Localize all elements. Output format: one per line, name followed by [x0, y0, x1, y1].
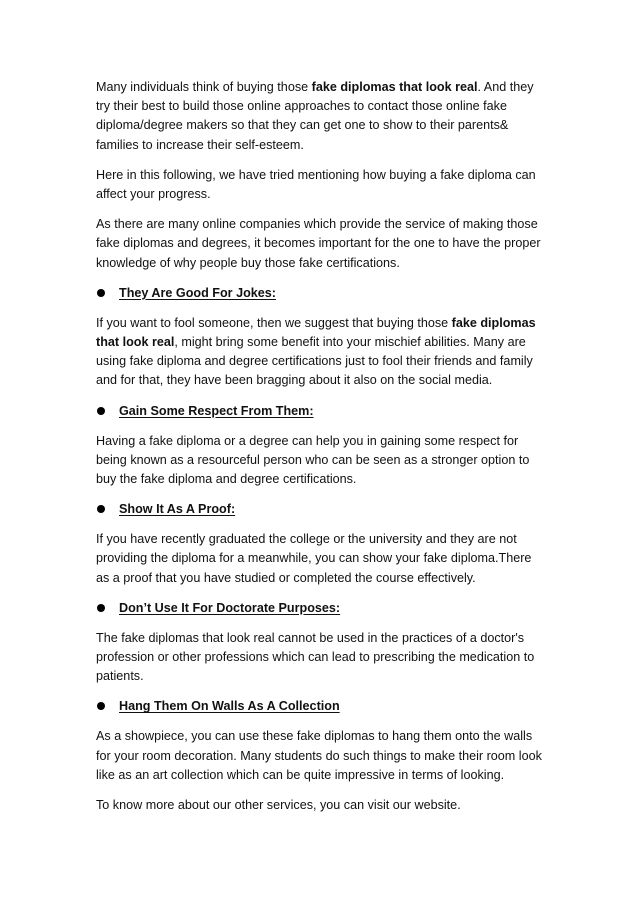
section-1-bold-phrase: fake diplomas that look real — [96, 315, 536, 350]
closing-paragraph: To know more about our other services, you can visit our website. — [96, 798, 461, 813]
section-heading-row-2 — [96, 402, 544, 420]
section-body-5: As a showpiece, you can use these fake diplomas to hang them onto the walls for your room decoration. Many students do such things to make their room look like as an art collection which can be quite impressive in terms of looking. — [96, 729, 542, 782]
bullet-icon — [97, 604, 105, 612]
intro-paragraph-2: Here in this following, we have tried mentioning how buying a fake diploma can affect your progress. — [96, 167, 536, 202]
intro-paragraph-3: As there are many online companies which provide the service of making those fake diplomas and degrees, it becomes important for the one to have the proper knowledge of why people buy those fake certifications. — [96, 217, 541, 270]
section-heading-row-1 — [96, 284, 544, 302]
intro-p1-text-end: . And they try their best to build those online approaches to contact those online fake diploma/degree makers so that they can get one to show to their parents& families to increase their self-esteem. — [96, 80, 534, 152]
bullet-icon — [97, 505, 105, 513]
bullet-icon — [97, 702, 105, 710]
section-body-1 — [96, 314, 544, 391]
intro-p1-text-start: Many individuals think of buying those — [96, 80, 312, 94]
section-1-text-start: If you want to fool someone, then we suggest that buying those — [96, 315, 452, 330]
bullet-icon — [97, 289, 105, 297]
intro-paragraph-1 — [96, 78, 544, 155]
section-heading-3: Show It As A Proof: — [119, 502, 236, 517]
section-body-4: The fake diplomas that look real cannot be used in the practices of a doctor's profession or other professions which can lead to prescribing the medication to patients. — [96, 630, 535, 684]
section-body-3: If you have recently graduated the college or the university and they are not providing the diploma for a meanwhile, you can show your fake diploma.There as a proof that you have studied or completed the course effectively. — [96, 532, 532, 585]
section-heading-row-5 — [96, 697, 544, 715]
section-heading-4: Don’t Use It For Doctorate Purposes: — [119, 600, 341, 615]
section-body-2: Having a fake diploma or a degree can help you in gaining some respect for being known as a resourceful person who can be seen as a stronger option to buy the fake diploma and degree certifications. — [96, 433, 530, 487]
section-heading-2: Gain Some Respect From Them: — [119, 403, 314, 418]
bullet-icon — [97, 407, 105, 415]
section-heading-5: Hang Them On Walls As A Collection — [119, 699, 340, 714]
section-1-text-end: , might bring some benefit into your mischief abilities. Many are using fake diploma and degree certifications just to fool their friends and family and for that, they have been bragging about it also on the social media. — [96, 335, 533, 388]
intro-p1-bold-phrase: fake diplomas that look real — [311, 80, 478, 94]
section-heading-1: They Are Good For Jokes: — [119, 285, 276, 300]
section-heading-row-4 — [96, 599, 544, 617]
section-heading-row-3 — [96, 500, 544, 518]
